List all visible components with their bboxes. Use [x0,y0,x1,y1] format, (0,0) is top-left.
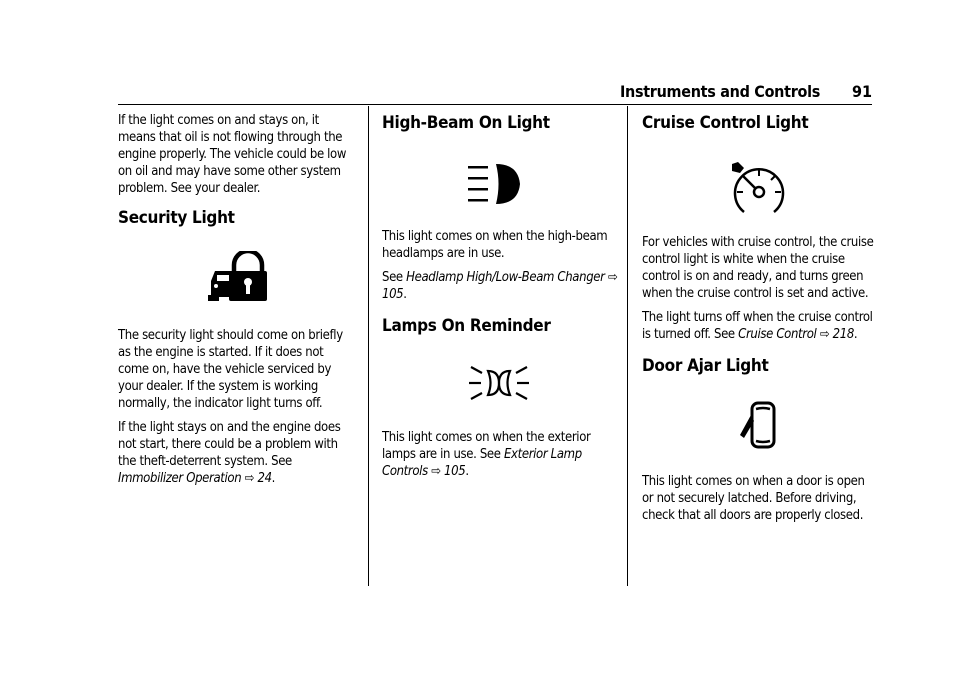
page-ref[interactable]: 24 [257,471,272,486]
door-ajar-icon [738,401,778,451]
page-ref[interactable]: 105 [382,287,404,302]
exterior-lamps-icon [468,363,530,403]
cruise-control-heading: Cruise Control Light [642,113,809,133]
door-ajar-text: This light comes on when a door is open or not securely latched. Before driving, check that all doors are properly closed. [642,474,865,523]
high-beam-heading: High-Beam On Light [382,113,550,133]
cruise-control-link[interactable]: Cruise Control [738,327,817,342]
cruise-control-text-1: For vehicles with cruise control, the cruise control light is white when the cruise control is on and ready, and turns green when the cruise control is set and active. [642,235,874,301]
page-ref[interactable]: 218 [832,327,854,342]
door-ajar-heading: Door Ajar Light [642,356,769,376]
page-number: 91 [851,82,872,101]
security-lock-icon [208,251,268,303]
cruise-control-text-2: The light turns off when the cruise control is turned off. See Cruise Control ⇨ 218. [642,310,873,342]
security-light-text-1: The security light should come on briefly as the engine is started. If it does not come on, have the vehicle serviced by your dealer. If the system is working normally, the indicator light turns off. [118,328,343,411]
security-light-text-2: If the light stays on and the engine does not start, there could be a problem with the theft-deterrent system. See Immobilizer Operation ⇨ 24. [118,420,341,486]
exterior-lamp-controls-link[interactable]: Exterior Lamp Controls [382,447,582,479]
high-beam-see: See Headlamp High/Low-Beam Changer ⇨ 105. [382,270,618,302]
immobilizer-link[interactable]: Immobilizer Operation [118,471,242,486]
security-light-heading: Security Light [118,208,235,228]
lamps-on-text: This light comes on when the exterior lamps are in use. See Exterior Lamp Controls ⇨ 105. [382,430,591,479]
oil-pressure-text: If the light comes on and stays on, it means that oil is not flowing through the engine properly. The vehicle could be low on oil and may have some other system problem. See your dealer. [118,113,347,196]
column-divider-2 [627,106,628,586]
page-ref[interactable]: 105 [444,464,466,479]
cruise-control-icon [728,160,790,216]
page-ref-arrow: ⇨ [244,471,255,486]
page-ref-arrow: ⇨ [431,464,441,479]
column-2 [382,112,618,487]
page-header [0,82,872,106]
high-beam-text: This light comes on when the high-beam headlamps are in use. [382,229,608,261]
section-title: Instruments and Controls [619,82,820,101]
column-divider-1 [368,106,369,586]
headlamp-changer-link[interactable]: Headlamp High/Low-Beam Changer [406,270,605,285]
page-ref-arrow: ⇨ [607,270,618,285]
lamps-on-heading: Lamps On Reminder [382,316,551,336]
column-3 [642,112,878,531]
header-rule [118,104,872,105]
column-1 [118,112,354,494]
page-ref-arrow: ⇨ [819,327,830,342]
high-beam-icon [468,164,532,204]
